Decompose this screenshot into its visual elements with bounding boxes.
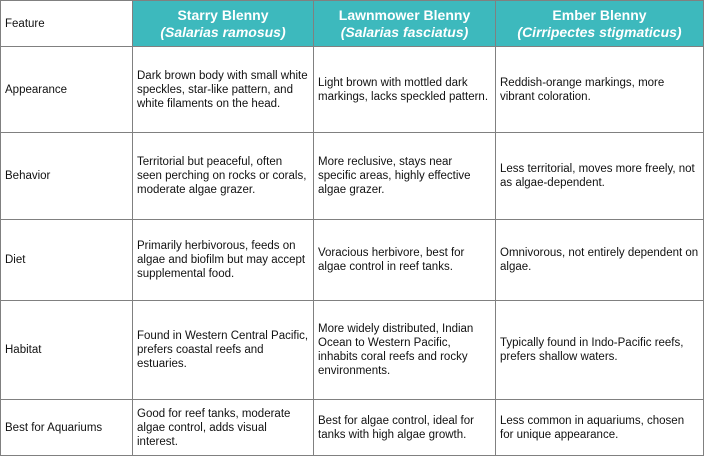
feature-column-header: Feature: [1, 1, 133, 47]
table-cell-starry: Territorial but peaceful, often seen perching on rocks or corals, moderate algae grazer.: [133, 133, 314, 220]
species-header-ember-blenny: [496, 1, 704, 47]
table-cell-ember: Less territorial, moves more freely, not as algae-dependent.: [496, 133, 704, 220]
table-row-habitat: [1, 301, 704, 400]
table-cell-ember: Less common in aquariums, chosen for unique appearance.: [496, 400, 704, 456]
table-row-appearance: [1, 47, 704, 133]
table-body: [1, 47, 704, 456]
table-cell-ember: Reddish-orange markings, more vibrant coloration.: [496, 47, 704, 133]
species-header-starry-blenny: [133, 1, 314, 47]
table-cell-lawnmower: More widely distributed, Indian Ocean to Western Pacific, inhabits coral reefs and rocky environments.: [314, 301, 496, 400]
header-row: [1, 1, 704, 47]
table-cell-lawnmower: More reclusive, stays near specific areas, highly effective algae grazer.: [314, 133, 496, 220]
table-row-best-for-aquariums: [1, 400, 704, 456]
species-scientific-name: (Salarias ramosus): [160, 23, 286, 40]
table-cell-ember: Typically found in Indo-Pacific reefs, prefers shallow waters.: [496, 301, 704, 400]
table-cell-starry: Found in Western Central Pacific, prefers coastal reefs and estuaries.: [133, 301, 314, 400]
feature-label: Diet: [1, 220, 133, 301]
table-header: [1, 1, 704, 47]
table-row-behavior: [1, 133, 704, 220]
feature-label: Appearance: [1, 47, 133, 133]
table-cell-lawnmower: Voracious herbivore, best for algae control in reef tanks.: [314, 220, 496, 301]
table-cell-lawnmower: Light brown with mottled dark markings, lacks speckled pattern.: [314, 47, 496, 133]
feature-label: Habitat: [1, 301, 133, 400]
table-cell-ember: Omnivorous, not entirely dependent on algae.: [496, 220, 704, 301]
table-cell-starry: Good for reef tanks, moderate algae control, adds visual interest.: [133, 400, 314, 456]
species-common-name: Starry Blenny: [177, 6, 269, 23]
table-cell-lawnmower: Best for algae control, ideal for tanks with high algae growth.: [314, 400, 496, 456]
table-cell-starry: Primarily herbivorous, feeds on algae and biofilm but may accept supplemental food.: [133, 220, 314, 301]
feature-label: Behavior: [1, 133, 133, 220]
species-scientific-name: (Cirripectes stigmaticus): [517, 23, 682, 40]
species-header-lawnmower-blenny: [314, 1, 496, 47]
species-common-name: Lawnmower Blenny: [338, 6, 471, 23]
species-scientific-name: (Salarias fasciatus): [340, 23, 469, 40]
table-cell-starry: Dark brown body with small white speckles, star-like pattern, and white filaments on the head.: [133, 47, 314, 133]
feature-label: Best for Aquariums: [1, 400, 133, 456]
species-common-name: Ember Blenny: [552, 6, 647, 23]
table-row-diet: [1, 220, 704, 301]
